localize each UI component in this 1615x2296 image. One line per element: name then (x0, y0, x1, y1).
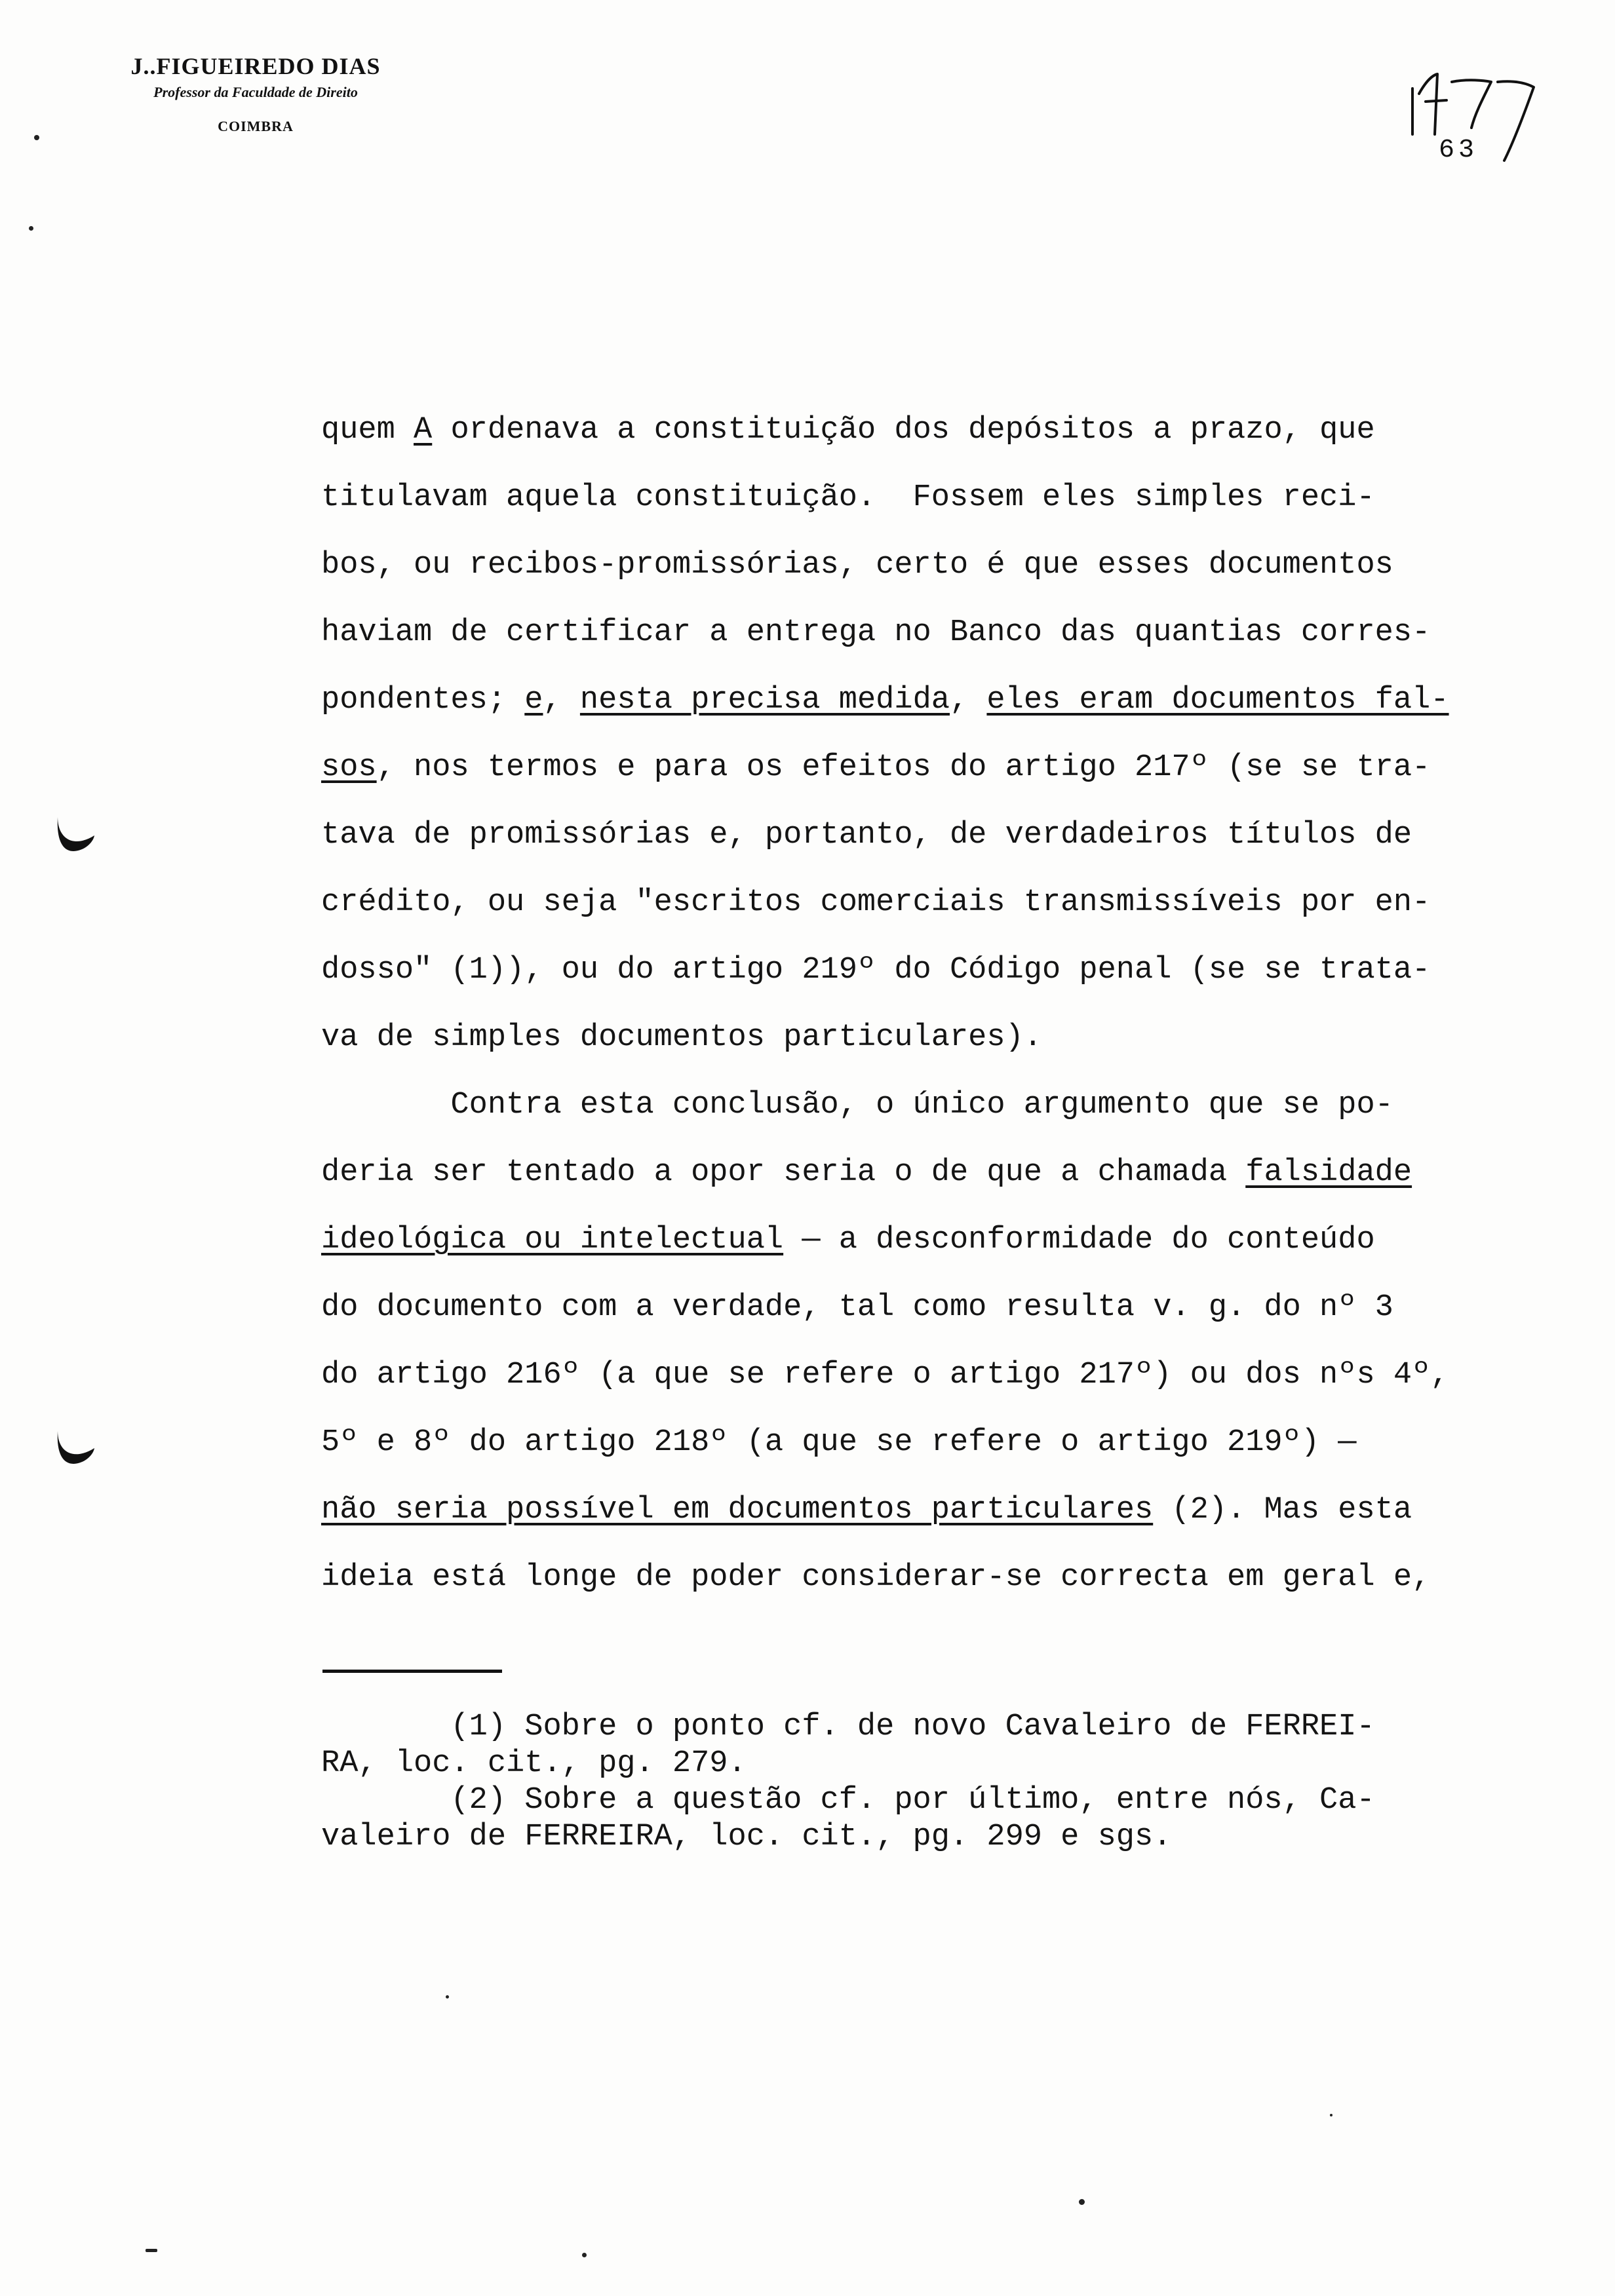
text-line (321, 666, 1481, 734)
letterhead-city: COIMBRA (218, 118, 294, 134)
underlined-text: falsidade (1245, 1155, 1412, 1190)
underlined-text: sos (321, 750, 377, 785)
scan-speck (446, 1995, 449, 1999)
text-line: tava de promissórias e, portanto, de verdadeiros títulos de (321, 818, 1412, 852)
text-line (321, 396, 1481, 464)
text-line (321, 1476, 1481, 1544)
footnote-separator (322, 1670, 502, 1673)
footnote-line: valeiro de FERREIRA, loc. cit., pg. 299 e sgs. (321, 1820, 1172, 1854)
text-run: ordenava a constituição dos depósitos a prazo, que (432, 413, 1375, 448)
underlined-text: não seria possível em documentos particulares (321, 1493, 1154, 1527)
text-run: quem (321, 413, 414, 448)
handwritten-folio-stamp (1406, 62, 1550, 167)
footnote-line: RA, loc. cit., pg. 279. (321, 1746, 747, 1781)
body-text (321, 396, 1481, 1611)
text-line (321, 734, 1481, 801)
underlined-text: e (524, 683, 543, 718)
scan-speck (1079, 2199, 1085, 2205)
text-line: dosso" (1)), ou do artigo 219º do Código penal (se se trata- (321, 953, 1431, 987)
text-line (321, 1139, 1481, 1206)
underlined-text: eles eram documentos fal- (986, 683, 1449, 718)
text-line: crédito, ou seja "escritos comerciais transmissíveis por en- (321, 885, 1431, 920)
punch-hole-mark (54, 1422, 100, 1468)
footnote-line: (2) Sobre a questão cf. por último, entre nós, Ca- (321, 1783, 1375, 1818)
underlined-text: ideológica ou intelectual (321, 1223, 784, 1257)
text-run: , (543, 683, 580, 718)
text-line: Contra esta conclusão, o único argumento que se po- (321, 1088, 1393, 1122)
page-number: 63 (1439, 136, 1479, 165)
letterhead-role: Professor da Faculdade de Direito (153, 84, 358, 100)
text-run: — a desconformidade do conteúdo (783, 1223, 1375, 1257)
letterhead (98, 52, 413, 135)
scan-speck (146, 2249, 157, 2252)
text-line: ideia está longe de poder considerar-se correcta em geral e, (321, 1560, 1431, 1595)
underlined-text: nesta precisa medida (579, 683, 950, 718)
scan-speck (29, 226, 33, 231)
text-line: haviam de certificar a entrega no Banco das quantias corres- (321, 615, 1431, 650)
text-line (321, 1206, 1481, 1274)
letterhead-name: J..FIGUEIREDO DIAS (130, 53, 381, 79)
text-line: titulavam aquela constituição. Fossem eles simples reci- (321, 480, 1375, 515)
footnote-line: (1) Sobre o ponto cf. de novo Cavaleiro de FERREI- (321, 1710, 1375, 1744)
underlined-text: A (414, 413, 433, 448)
text-line: do artigo 216º (a que se refere o artigo 217º) ou dos nºs 4º, (321, 1358, 1449, 1392)
text-run: , (950, 683, 987, 718)
scan-speck (34, 135, 39, 140)
scan-speck (582, 2253, 587, 2257)
text-line: va de simples documentos particulares). (321, 1020, 1042, 1055)
text-run: , nos termos e para os efeitos do artigo 217º (se se tra- (376, 750, 1431, 785)
punch-hole-mark (54, 809, 100, 855)
text-run: pondentes; (321, 683, 525, 718)
scan-speck (1330, 2114, 1333, 2116)
text-line: bos, ou recibos-promissórias, certo é que esses documentos (321, 548, 1393, 583)
text-run: deria ser tentado a opor seria o de que a chamada (321, 1155, 1246, 1190)
text-line: 5º e 8º do artigo 218º (a que se refere o artigo 219º) — (321, 1425, 1357, 1460)
footnotes (321, 1709, 1481, 1856)
text-line: do documento com a verdade, tal como resulta v. g. do nº 3 (321, 1290, 1393, 1325)
text-run: (2). Mas esta (1153, 1493, 1412, 1527)
